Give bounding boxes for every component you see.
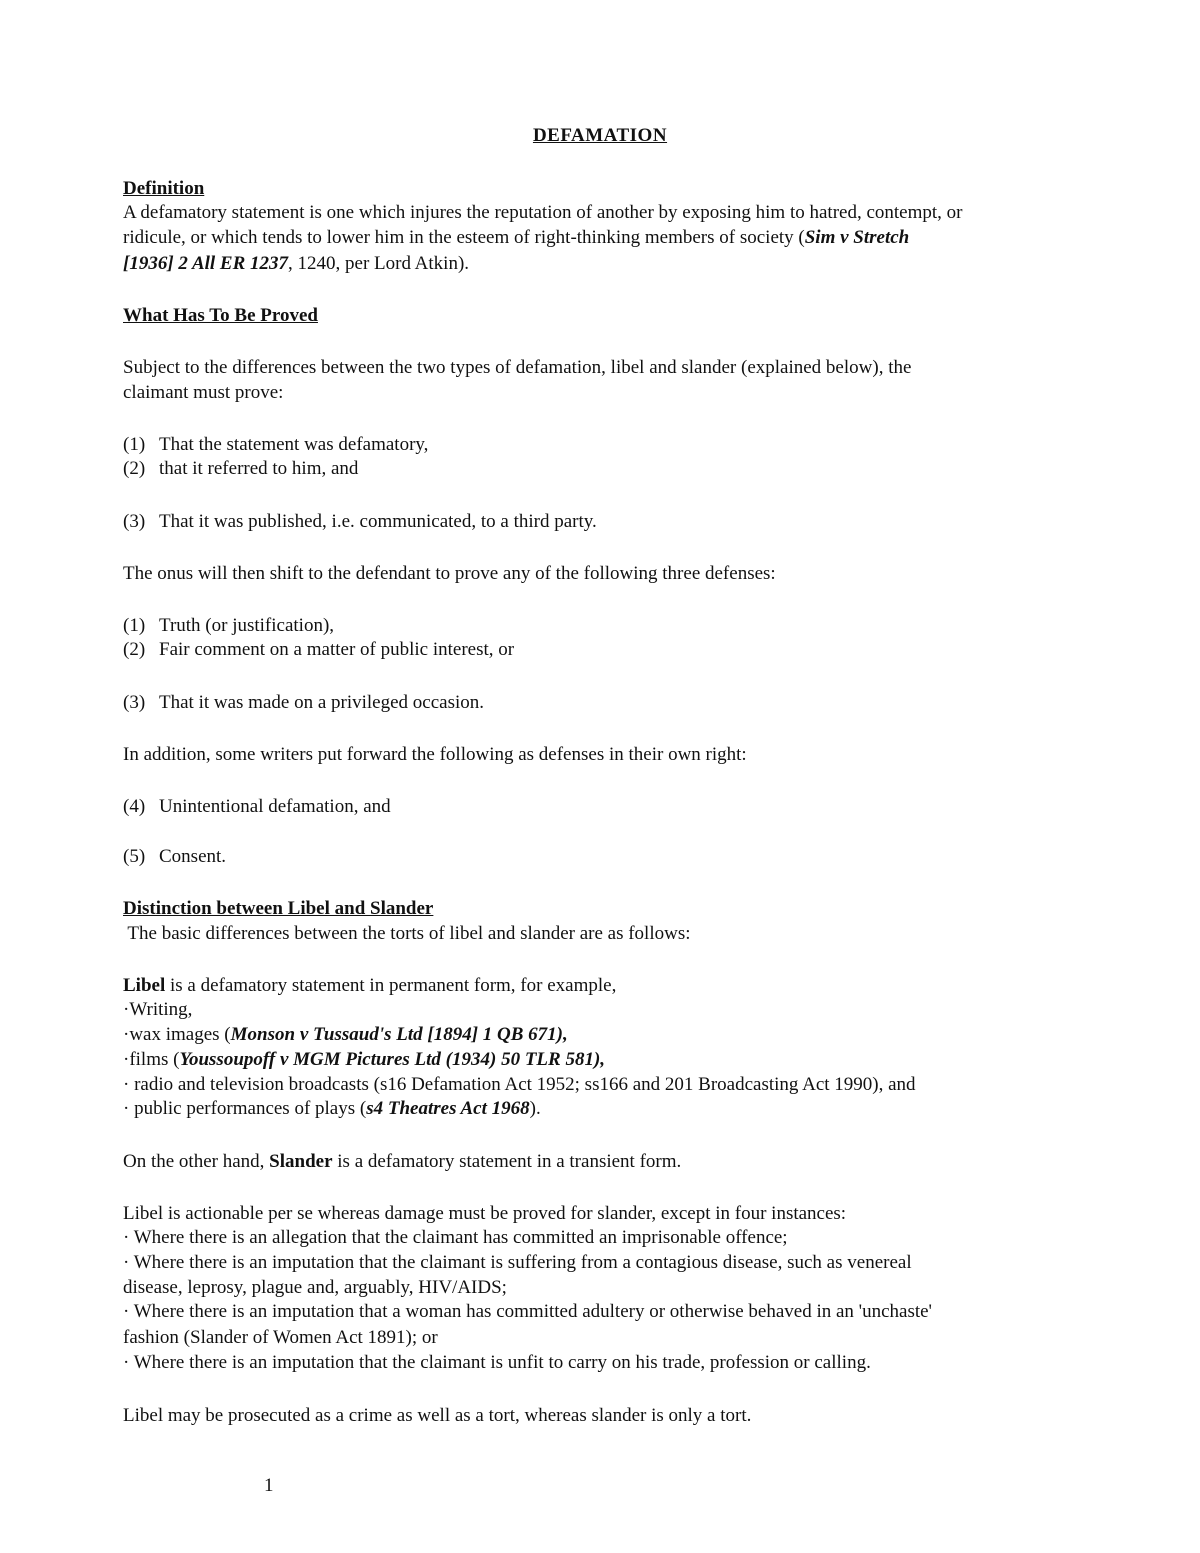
list-item: (5) Consent. bbox=[123, 846, 227, 867]
list-item: ·Writing, bbox=[123, 999, 193, 1020]
case-citation: [1936] 2 All ER 1237 bbox=[123, 253, 289, 274]
definition-heading: Definition bbox=[123, 178, 205, 199]
libel-definition: Libel is a defamatory statement in permanent form, for example, bbox=[123, 975, 617, 996]
case-citation: Youssoupoff v MGM Pictures Ltd (1934) 50 TLR 581), bbox=[179, 1049, 606, 1070]
case-citation: Monson v Tussaud's Ltd [1894] 1 QB 671), bbox=[230, 1024, 568, 1045]
onus-paragraph: The onus will then shift to the defendant to prove any of the following three defenses: bbox=[123, 563, 776, 584]
list-item: · radio and television broadcasts (s16 Defamation Act 1952; ss166 and 201 Broadcasting Act 1990), and bbox=[123, 1074, 916, 1095]
list-item: · Where there is an imputation that a woman has committed adultery or otherwise behaved in an 'unchaste' bbox=[123, 1301, 932, 1322]
list-item: (2) Fair comment on a matter of public interest, or bbox=[123, 639, 515, 660]
list-item: · Where there is an imputation that the claimant is suffering from a contagious disease, such as venereal bbox=[123, 1252, 912, 1273]
list-item: (1) That the statement was defamatory, bbox=[123, 434, 429, 455]
list-item-continuation: disease, leprosy, plague and, arguably, HIV/AIDS; bbox=[123, 1277, 507, 1298]
definition-line-2: ridicule, or which tends to lower him in the esteem of right-thinking members of society (Sim v Stretch bbox=[123, 227, 910, 248]
list-item: (1) Truth (or justification), bbox=[123, 615, 335, 636]
page-number: 1 bbox=[264, 1475, 274, 1496]
list-item: (2) that it referred to him, and bbox=[123, 458, 359, 479]
page-title: DEFAMATION bbox=[532, 125, 668, 146]
proved-intro-1: Subject to the differences between the two types of defamation, libel and slander (explained below), the bbox=[123, 357, 912, 378]
slander-definition: On the other hand, Slander is a defamatory statement in a transient form. bbox=[123, 1151, 682, 1172]
case-citation: Sim v Stretch bbox=[804, 227, 910, 248]
actionable-paragraph: Libel is actionable per se whereas damage must be proved for slander, except in four instances: bbox=[123, 1203, 847, 1224]
list-item: (4) Unintentional defamation, and bbox=[123, 796, 391, 817]
list-item: · Where there is an imputation that the claimant is unfit to carry on his trade, profession or calling. bbox=[123, 1352, 871, 1373]
distinction-heading: Distinction between Libel and Slander bbox=[123, 898, 434, 919]
list-item-continuation: fashion (Slander of Women Act 1891); or bbox=[123, 1327, 438, 1348]
list-item: ·wax images (Monson v Tussaud's Ltd [1894] 1 QB 671), bbox=[123, 1024, 568, 1045]
definition-line-1: A defamatory statement is one which injures the reputation of another by exposing him to hatred, contempt, or bbox=[123, 202, 963, 223]
list-item: ·films (Youssoupoff v MGM Pictures Ltd (1934) 50 TLR 581), bbox=[123, 1049, 606, 1070]
crime-paragraph: Libel may be prosecuted as a crime as well as a tort, whereas slander is only a tort. bbox=[123, 1405, 752, 1426]
list-item: (3) That it was published, i.e. communicated, to a third party. bbox=[123, 511, 597, 532]
list-item: (3) That it was made on a privileged occasion. bbox=[123, 692, 485, 713]
proved-intro-2: claimant must prove: bbox=[123, 382, 284, 403]
list-item: · public performances of plays (s4 Theatres Act 1968). bbox=[123, 1098, 541, 1119]
proved-heading: What Has To Be Proved bbox=[123, 305, 318, 326]
addition-paragraph: In addition, some writers put forward the following as defenses in their own right: bbox=[123, 744, 747, 765]
definition-line-3: [1936] 2 All ER 1237, 1240, per Lord Atkin). bbox=[123, 253, 470, 274]
distinction-intro: The basic differences between the torts of libel and slander are as follows: bbox=[123, 923, 691, 944]
list-item: · Where there is an allegation that the claimant has committed an imprisonable offence; bbox=[123, 1227, 788, 1248]
statute-citation: s4 Theatres Act 1968 bbox=[366, 1098, 530, 1119]
